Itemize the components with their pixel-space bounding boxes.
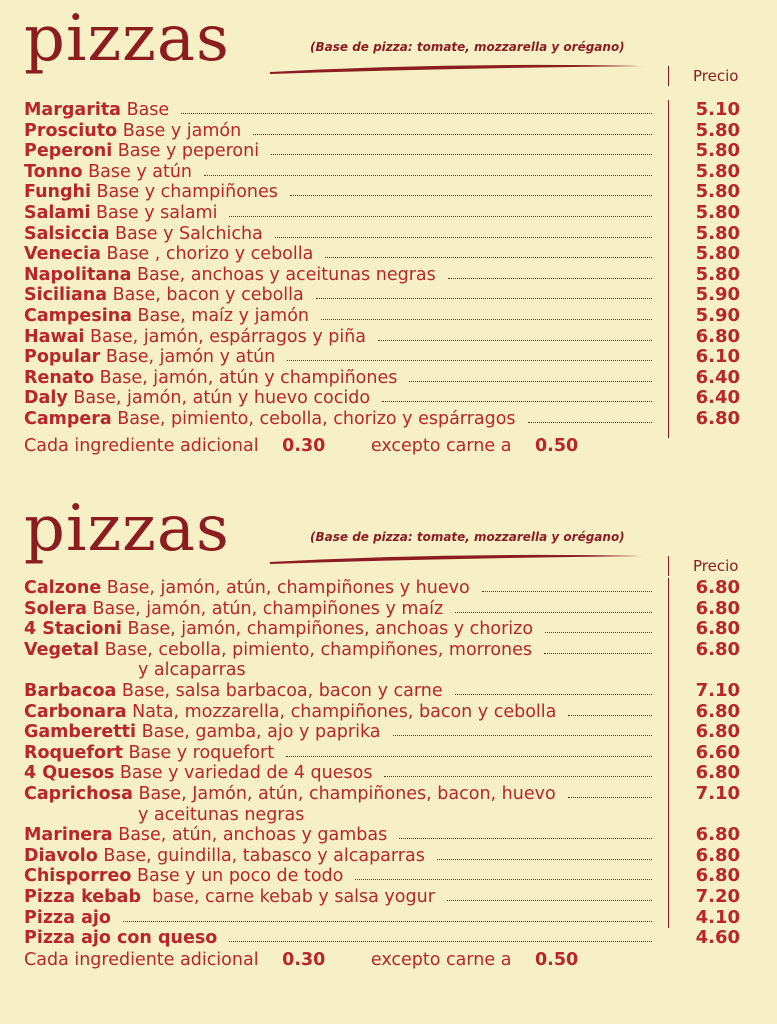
pizza-name: Daly — [24, 388, 68, 409]
dot-leader — [455, 694, 652, 695]
dot-leader — [528, 422, 652, 423]
menu-item-text — [24, 743, 274, 763]
menu-item-text — [24, 409, 516, 429]
pizza-price: 6.80 — [695, 824, 740, 846]
pizza-name: 4 Quesos — [24, 763, 115, 784]
pizza-ingredients: Base y jamón — [117, 120, 242, 141]
menu-item-text — [24, 182, 278, 202]
menu-item — [24, 908, 744, 929]
price-column-header: Precio — [668, 66, 738, 86]
pizza-ingredients: Base, Jamón, atún, champiñones, bacon, huevo — [132, 783, 556, 804]
section-title: pizzas — [24, 492, 230, 566]
menu-item-text — [24, 784, 556, 804]
pizza-name: Chisporreo — [24, 866, 132, 887]
extra-amount: 0.30 — [282, 436, 326, 456]
dot-leader — [568, 715, 652, 716]
pizza-name: Pizza kebab — [24, 886, 141, 907]
pizza-list — [24, 100, 744, 430]
pizza-name: Peperoni — [24, 141, 113, 162]
pizza-ingredients: Base, jamón, atún y champiñones — [94, 367, 398, 388]
except-amount: 0.50 — [535, 436, 579, 456]
dot-leader — [437, 859, 652, 860]
pizza-name: Pizza ajo — [24, 907, 111, 928]
pizza-price: 5.10 — [695, 99, 740, 120]
menu-item — [24, 265, 744, 286]
except-amount: 0.50 — [535, 950, 579, 970]
menu-item-text — [24, 866, 343, 886]
pizza-name: Funghi — [24, 182, 91, 203]
menu-item — [24, 928, 744, 949]
section-subtitle: (Base de pizza: tomate, mozzarella y orégano) — [310, 40, 625, 54]
pizza-name: Campesina — [24, 305, 132, 326]
pizza-name: Hawai — [24, 326, 85, 347]
pizza-name: Roquefort — [24, 742, 123, 763]
pizza-name: Salami — [24, 202, 91, 223]
menu-item — [24, 224, 744, 245]
menu-item — [24, 887, 744, 908]
pizza-list — [24, 578, 744, 949]
menu-item-text — [24, 368, 397, 388]
pizza-name: Gamberetti — [24, 722, 137, 743]
pizza-price: 5.90 — [695, 304, 740, 326]
menu-item-text — [24, 599, 443, 619]
dot-leader — [181, 113, 652, 114]
dot-leader — [393, 735, 652, 736]
menu-item — [24, 409, 744, 430]
pizza-price: 6.80 — [695, 618, 740, 640]
pizza-price: 6.40 — [695, 387, 740, 409]
pizza-price: 7.20 — [695, 885, 740, 907]
extra-label: Cada ingrediente adicional — [24, 950, 259, 970]
pizza-price: 7.10 — [695, 782, 740, 804]
pizza-name: Napolitana — [24, 264, 132, 285]
pizza-price: 5.80 — [695, 140, 740, 162]
pizza-ingredients: Base — [121, 100, 170, 120]
pizza-ingredients: Base, jamón, atún y huevo cocido — [67, 388, 371, 409]
pizza-ingredients: Base y variedad de 4 quesos — [114, 763, 373, 784]
pizza-ingredients: Base, maíz y jamón — [131, 305, 310, 326]
dot-leader — [382, 401, 652, 402]
pizza-price: 5.80 — [695, 201, 740, 223]
pizza-ingredients: Base, pimiento, cebolla, chorizo y espárragos — [111, 408, 516, 429]
menu-item-text — [24, 388, 370, 408]
pizza-price: 5.80 — [695, 160, 740, 182]
dot-leader — [325, 257, 652, 258]
menu-item-text — [24, 640, 532, 660]
dot-leader — [399, 838, 652, 839]
pizza-ingredients: Base, jamón y atún — [100, 347, 276, 368]
dot-leader — [229, 941, 652, 942]
menu-item — [24, 203, 744, 224]
menu-item — [24, 825, 744, 846]
menu-item-text — [24, 203, 217, 223]
dot-leader — [455, 612, 652, 613]
menu-item — [24, 599, 744, 620]
menu-item — [24, 702, 744, 723]
pizza-name: Popular — [24, 347, 101, 368]
section-title: pizzas — [24, 2, 230, 76]
dot-leader — [123, 921, 652, 922]
pizza-name: Pizza ajo con queso — [24, 928, 218, 949]
pizza-ingredients: Base, guindilla, tabasco y alcaparras — [97, 845, 425, 866]
dot-leader — [355, 879, 652, 880]
pizza-price: 6.80 — [695, 577, 740, 598]
menu-item — [24, 368, 744, 389]
menu-item-text — [24, 327, 366, 347]
pizza-price: 6.80 — [695, 865, 740, 887]
menu-item — [24, 866, 744, 887]
dot-leader — [448, 278, 652, 279]
pizza-price: 5.80 — [695, 243, 740, 265]
dot-leader — [229, 216, 652, 217]
menu-item — [24, 327, 744, 348]
pizza-name: Margarita — [24, 100, 121, 120]
except-label: excepto carne a — [370, 436, 512, 456]
pizza-ingredients: Base, jamón, champiñones, anchoas y chorizo — [121, 619, 534, 640]
dot-leader — [271, 154, 652, 155]
section-header — [0, 490, 777, 585]
pizza-price: 6.80 — [695, 325, 740, 347]
pizza-price: 4.60 — [695, 927, 740, 949]
menu-item — [24, 182, 744, 203]
menu-item-text — [24, 722, 381, 742]
pizza-price: 5.80 — [695, 119, 740, 141]
menu-section-1 — [0, 0, 777, 456]
menu-item — [24, 640, 744, 661]
menu-item — [24, 141, 744, 162]
pizza-name: Tonno — [24, 161, 83, 182]
menu-item — [24, 100, 744, 121]
pizza-ingredients-continued: y aceitunas negras — [138, 804, 305, 825]
menu-item — [24, 388, 744, 409]
menu-item — [24, 162, 744, 183]
menu-item — [24, 306, 744, 327]
menu-item-text — [24, 265, 436, 285]
pizza-name: Prosciuto — [24, 120, 118, 141]
dot-leader — [316, 298, 652, 299]
menu-item-text — [24, 763, 372, 783]
pizza-name: 4 Stacioni — [24, 619, 122, 640]
pizza-ingredients: Base, gamba, ajo y paprika — [136, 722, 381, 743]
pizza-price: 6.80 — [695, 597, 740, 619]
dot-leader — [409, 381, 652, 382]
pizza-price: 5.90 — [695, 284, 740, 306]
pizza-price: 6.80 — [695, 721, 740, 743]
menu-item-text — [24, 285, 304, 305]
pizza-ingredients: Base, bacon y cebolla — [107, 285, 304, 306]
pizza-ingredients: base, carne kebab y salsa yogur — [141, 886, 435, 907]
section-subtitle: (Base de pizza: tomate, mozzarella y orégano) — [310, 530, 625, 544]
dot-leader — [482, 591, 652, 592]
section-header — [0, 0, 777, 95]
menu-item-continuation — [24, 805, 744, 826]
dot-leader — [544, 653, 652, 654]
extra-ingredient-note — [24, 436, 578, 456]
pizza-name: Siciliana — [24, 285, 108, 306]
pizza-ingredients: Base, cebolla, pimiento, champiñones, morrones — [99, 639, 533, 660]
menu-item-text — [24, 908, 111, 928]
pizza-price: 4.10 — [695, 906, 740, 928]
decorative-swoosh-icon — [268, 58, 648, 78]
pizza-ingredients-continued: y alcaparras — [138, 660, 246, 681]
dot-leader — [447, 900, 652, 901]
menu-item-text — [24, 702, 556, 722]
dot-leader — [287, 360, 652, 361]
menu-item-text — [24, 681, 443, 701]
dot-leader — [204, 175, 652, 176]
menu-item-text — [24, 347, 275, 367]
menu-item — [24, 846, 744, 867]
menu-item-text — [24, 100, 169, 120]
dot-leader — [321, 319, 652, 320]
pizza-name: Renato — [24, 367, 94, 388]
menu-item-text — [24, 141, 259, 161]
pizza-ingredients: Base y champiñones — [90, 182, 278, 203]
pizza-ingredients: Base y salami — [90, 202, 218, 223]
menu-item-text — [24, 224, 263, 244]
menu-item — [24, 763, 744, 784]
pizza-ingredients: Base, atún, anchoas y gambas — [112, 825, 388, 846]
dot-leader — [384, 776, 652, 777]
menu-section-2 — [0, 490, 777, 970]
dot-leader — [568, 797, 652, 798]
dot-leader — [253, 134, 652, 135]
pizza-ingredients: Base y peperoni — [112, 141, 260, 162]
pizza-name: Calzone — [24, 578, 102, 598]
menu-item-text — [24, 887, 435, 907]
pizza-ingredients: Base y atún — [82, 161, 193, 182]
menu-item — [24, 244, 744, 265]
pizza-name: Vegetal — [24, 639, 100, 660]
pizza-price: 5.80 — [695, 222, 740, 244]
pizza-price: 5.80 — [695, 181, 740, 203]
menu-item — [24, 681, 744, 702]
pizza-name: Venecia — [24, 244, 101, 265]
pizza-price: 6.80 — [695, 407, 740, 429]
extra-amount: 0.30 — [282, 950, 326, 970]
menu-item — [24, 722, 744, 743]
pizza-name: Caprichosa — [24, 783, 133, 804]
menu-item-text — [24, 306, 309, 326]
menu-item-text — [24, 244, 313, 264]
pizza-price: 6.60 — [695, 741, 740, 763]
pizza-ingredients: Base y un poco de todo — [131, 866, 344, 887]
menu-item-text — [24, 121, 241, 141]
dot-leader — [378, 340, 652, 341]
dot-leader — [286, 756, 652, 757]
dot-leader — [545, 632, 652, 633]
pizza-name: Barbacoa — [24, 680, 117, 701]
menu-item — [24, 619, 744, 640]
menu-item-text — [24, 578, 470, 598]
pizza-price: 7.10 — [695, 679, 740, 701]
menu-item — [24, 743, 744, 764]
extra-label: Cada ingrediente adicional — [24, 436, 259, 456]
menu-item-text — [24, 928, 217, 948]
menu-item-text — [24, 846, 425, 866]
pizza-ingredients: Base y Salchicha — [109, 223, 263, 244]
pizza-price: 6.10 — [695, 346, 740, 368]
pizza-name: Marinera — [24, 825, 113, 846]
menu-item — [24, 784, 744, 805]
pizza-price: 6.80 — [695, 700, 740, 722]
menu-item-text — [24, 825, 387, 845]
decorative-swoosh-icon — [268, 548, 648, 568]
menu-item-text — [24, 162, 192, 182]
except-label: excepto carne a — [370, 950, 512, 970]
menu-item — [24, 347, 744, 368]
pizza-price: 6.80 — [695, 762, 740, 784]
pizza-name: Campera — [24, 408, 112, 429]
pizza-ingredients: Base, jamón, espárragos y piña — [84, 326, 367, 347]
menu-item — [24, 121, 744, 142]
pizza-price: 6.80 — [695, 844, 740, 866]
pizza-name: Carbonara — [24, 701, 127, 722]
pizza-price: 6.40 — [695, 366, 740, 388]
pizza-ingredients: Base, anchoas y aceitunas negras — [131, 264, 436, 285]
pizza-ingredients: Base y roquefort — [122, 742, 275, 763]
price-column-header: Precio — [668, 556, 738, 576]
pizza-ingredients: Base, jamón, atún, champiñones y maíz — [86, 598, 444, 619]
pizza-name: Solera — [24, 598, 87, 619]
pizza-name: Diavolo — [24, 845, 98, 866]
menu-item-text — [24, 619, 533, 639]
pizza-ingredients: Base, jamón, atún, champiñones y huevo — [101, 578, 470, 598]
menu-item-continuation — [24, 660, 744, 681]
dot-leader — [290, 195, 652, 196]
pizza-name: Salsiccia — [24, 223, 110, 244]
pizza-ingredients: Nata, mozzarella, champiñones, bacon y cebolla — [126, 701, 557, 722]
menu-item — [24, 578, 744, 599]
pizza-ingredients: Base, salsa barbacoa, bacon y carne — [116, 680, 443, 701]
pizza-ingredients: Base , chorizo y cebolla — [100, 244, 314, 265]
pizza-price: 6.80 — [695, 638, 740, 660]
extra-ingredient-note — [24, 950, 578, 970]
dot-leader — [275, 237, 652, 238]
menu-item — [24, 285, 744, 306]
pizza-price: 5.80 — [695, 263, 740, 285]
